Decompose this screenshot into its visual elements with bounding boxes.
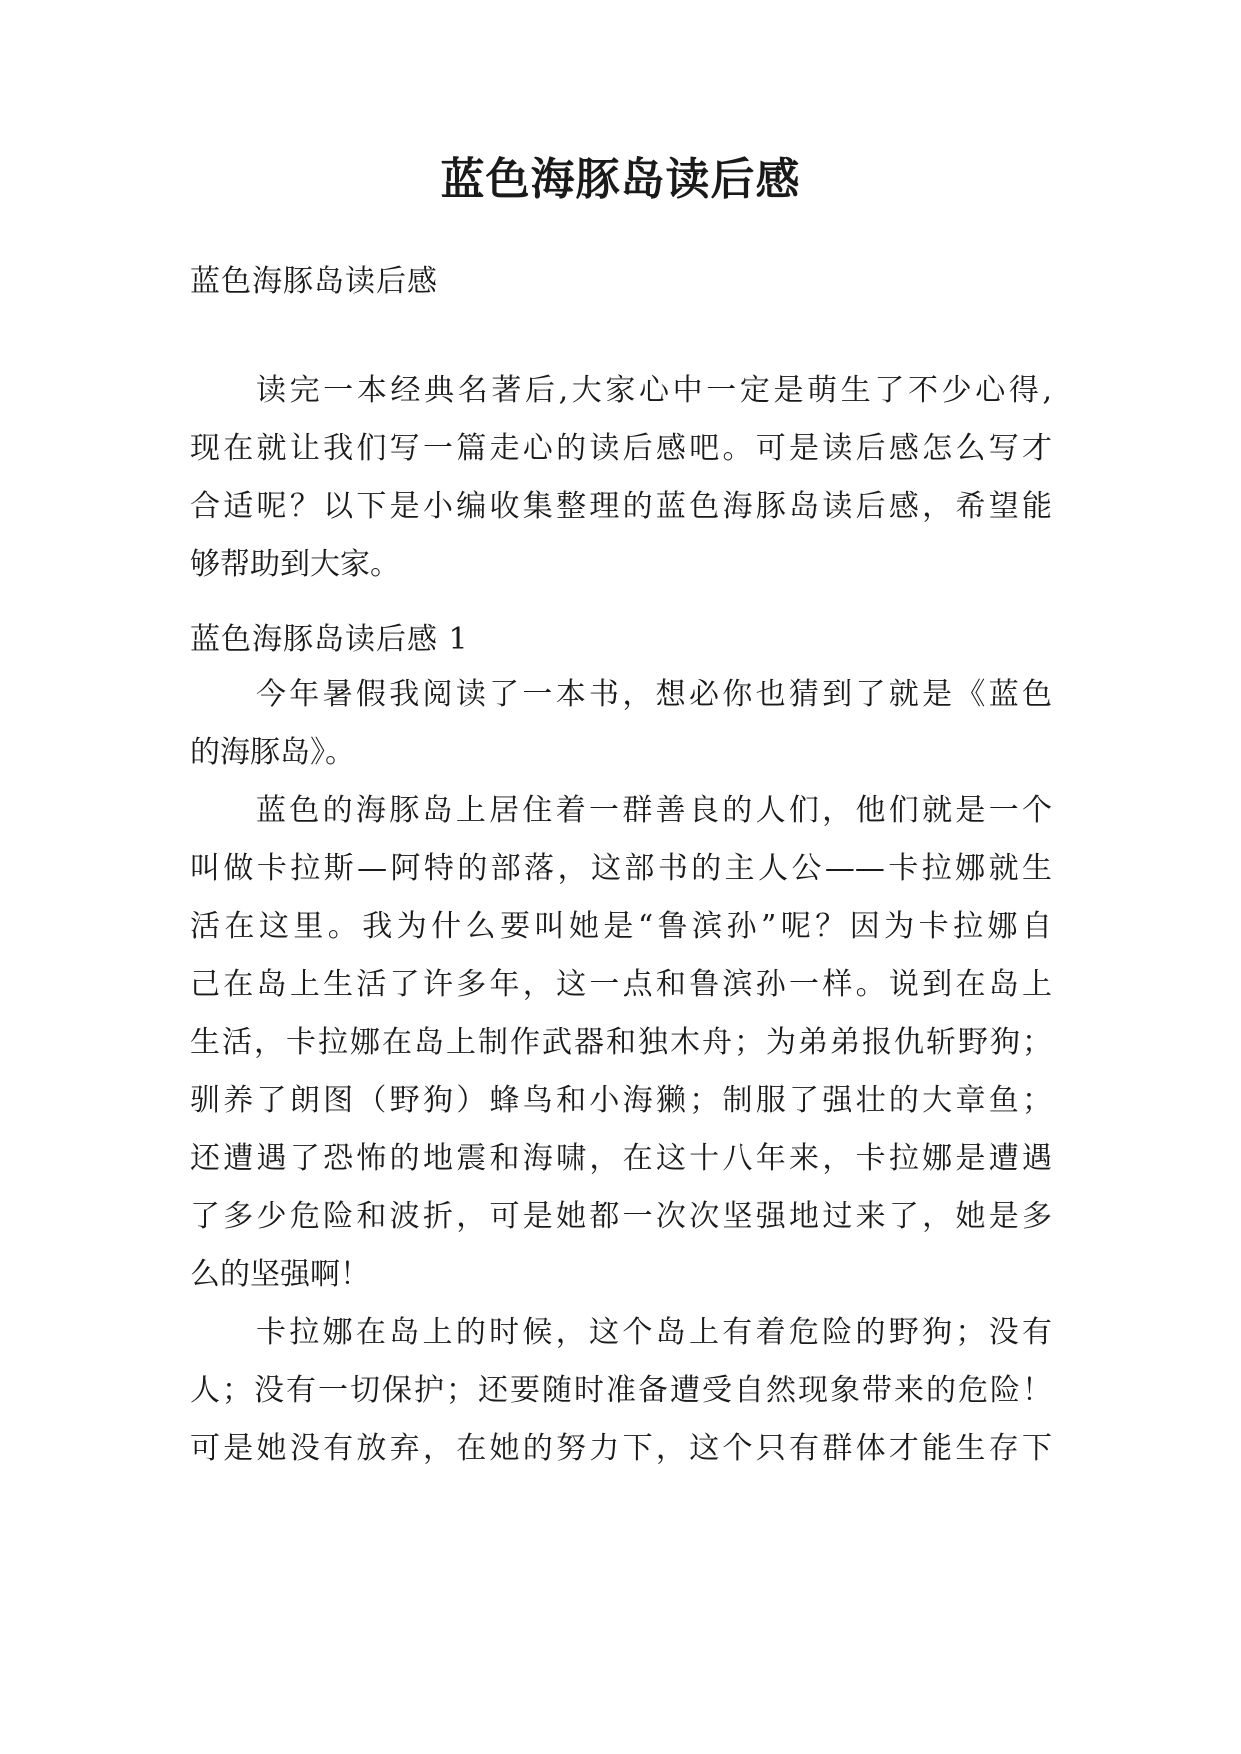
paragraph-line: 活在这里。我为什么要叫她是“鲁滨孙”呢？因为卡拉娜自 (190, 909, 1052, 944)
paragraph-line: 还遭遇了恐怖的地震和海啸，在这十八年来，卡拉娜是遭遇 (190, 1141, 1052, 1176)
intro-paragraph (190, 362, 1052, 594)
intro-line: 读完一本经典名著后,大家心中一定是萌生了不少心得, (256, 373, 1052, 408)
paragraph-line: 今年暑假我阅读了一本书，想必你也猜到了就是《蓝色 (256, 677, 1052, 712)
paragraph-line: 么的坚强啊！ (190, 1257, 370, 1292)
article-subtitle: 蓝色海豚岛读后感 (190, 264, 438, 299)
body-paragraph-2 (190, 782, 1052, 1304)
paragraph-line: 叫做卡拉斯—阿特的部落，这部书的主人公——卡拉娜就生 (190, 851, 1052, 886)
document-title: 蓝色海豚岛读后感 (440, 154, 801, 205)
intro-line: 合适呢？以下是小编收集整理的蓝色海豚岛读后感，希望能 (190, 489, 1052, 524)
section-heading: 蓝色海豚岛读后感 1 (190, 622, 469, 657)
paragraph-line: 生活，卡拉娜在岛上制作武器和独木舟；为弟弟报仇斩野狗； (190, 1025, 1052, 1060)
paragraph-line: 己在岛上生活了许多年，这一点和鲁滨孙一样。说到在岛上 (190, 967, 1052, 1002)
paragraph-line: 了多少危险和波折，可是她都一次次坚强地过来了，她是多 (190, 1199, 1052, 1234)
paragraph-line: 蓝色的海豚岛上居住着一群善良的人们，他们就是一个 (256, 793, 1052, 828)
paragraph-line: 驯养了朗图（野狗）蜂鸟和小海獭；制服了强壮的大章鱼； (190, 1083, 1052, 1118)
paragraph-line: 人；没有一切保护；还要随时准备遭受自然现象带来的危险！ (190, 1373, 1052, 1408)
paragraph-line: 的海豚岛》。 (190, 735, 355, 770)
intro-line: 现在就让我们写一篇走心的读后感吧。可是读后感怎么写才 (190, 431, 1052, 466)
body-paragraph-3 (190, 1304, 1052, 1478)
paragraph-line: 卡拉娜在岛上的时候，这个岛上有着危险的野狗；没有 (256, 1315, 1052, 1350)
intro-line: 够帮助到大家。 (190, 547, 400, 582)
body-paragraph-1 (190, 666, 1052, 782)
paragraph-line: 可是她没有放弃，在她的努力下，这个只有群体才能生存下 (190, 1431, 1052, 1466)
